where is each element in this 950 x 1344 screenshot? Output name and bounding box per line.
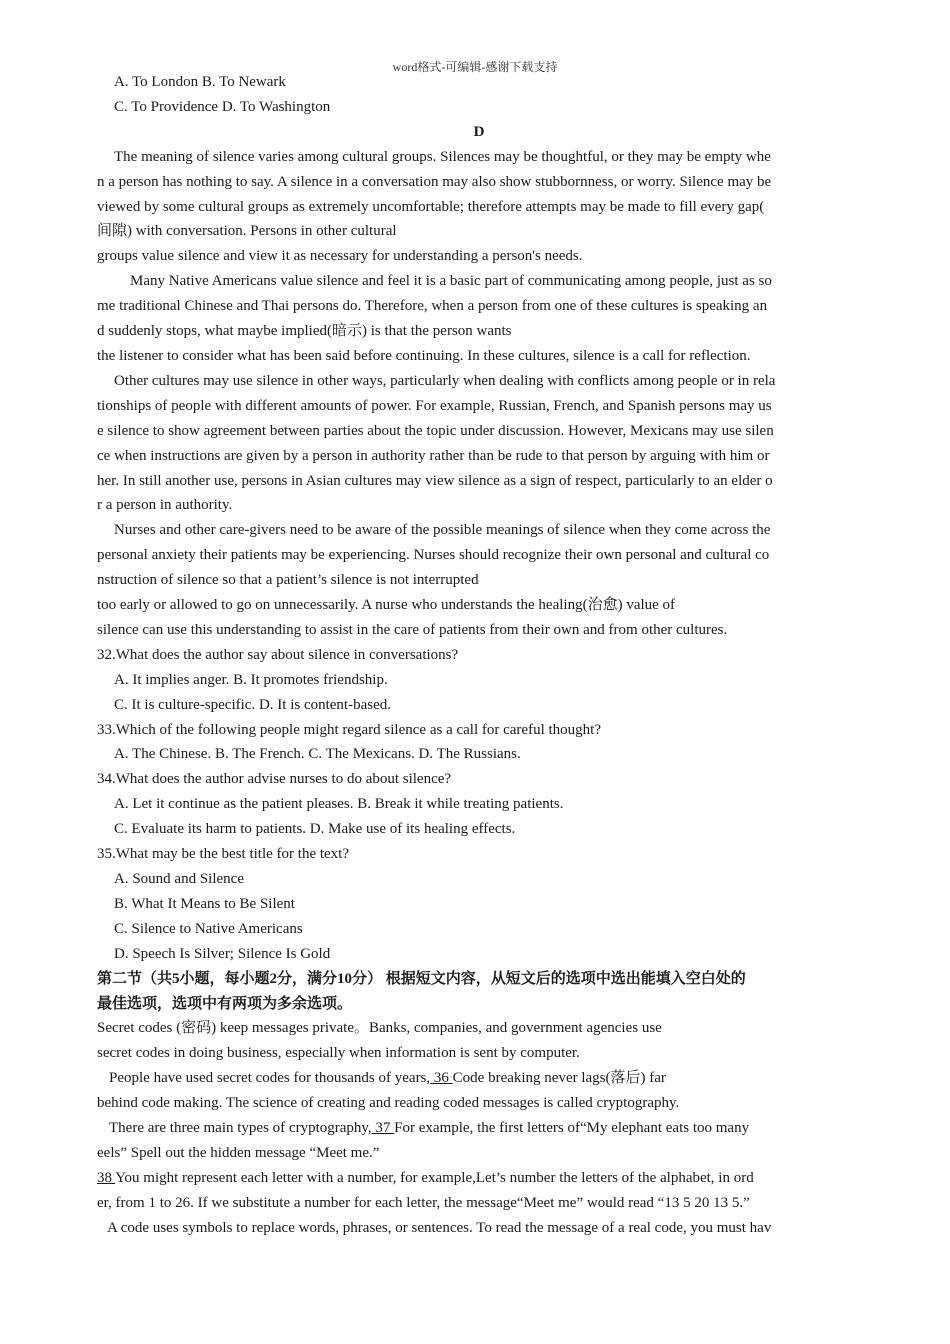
passage-line: too early or allowed to go on unnecessarily. A nurse who understands the healing(治愈) value of [97, 597, 676, 614]
passage-line: e silence to show agreement between parties about the topic under discussion. However, Mexicans may use silen [97, 422, 774, 439]
passage-line: eels” Spell out the hidden message “Meet me.” [97, 1144, 380, 1161]
passage-line: Other cultures may use silence in other ways, particularly when dealing with conflicts among people or in rela [114, 372, 776, 389]
passage-line: tionships of people with different amounts of power. For example, Russian, French, and Spanish persons may us [97, 397, 772, 414]
q34-options-ab: A. Let it continue as the patient pleases. B. Break it while treating patients. [114, 796, 564, 813]
passage-text: There are three main types of cryptography, [109, 1120, 372, 1137]
passage-line: secret codes in doing business, especially when information is sent by computer. [97, 1045, 580, 1062]
passage-line: A code uses symbols to replace words, phrases, or sentences. To read the message of a real code, you must hav [107, 1219, 772, 1236]
passage-line: Many Native Americans value silence and feel it is a basic part of communicating among people, just as so [130, 273, 772, 290]
q35-option-d: D. Speech Is Silver; Silence Is Gold [114, 945, 331, 962]
blank-38: 38 [97, 1169, 116, 1186]
passage-line: the listener to consider what has been said before continuing. In these cultures, silence is a call for reflection. [97, 347, 751, 364]
blank-36: 36 [430, 1070, 453, 1087]
passage-line: behind code making. The science of creating and reading coded messages is called cryptography. [97, 1095, 680, 1112]
passage-line: silence can use this understanding to assist in the care of patients from their own and from other cultures. [97, 621, 728, 638]
passage-line [97, 1066, 861, 1091]
passage-line: me traditional Chinese and Thai persons do. Therefore, when a person from one of these cultures is speaking an [97, 298, 768, 315]
question-34: 34.What does the author advise nurses to do about silence? [97, 771, 452, 788]
section-2-instructions-cont: 最佳选项，选项中有两项为多余选项。 [97, 995, 353, 1012]
blank-37: 37 [371, 1120, 395, 1137]
section-2-instructions: 第二节（共5小题，每小题2分，满分10分） 根据短文内容，从短文后的选项中选出能填入空白处的 [97, 970, 746, 987]
passage-text: Code breaking never lags(落后) far [452, 1070, 666, 1087]
passage-line: Nurses and other care-givers need to be aware of the possible meanings of silence when they come across the [114, 522, 771, 539]
question-33: 33.Which of the following people might regard silence as a call for careful thought? [97, 721, 601, 738]
passage-text: For example, the first letters of“My elephant eats too many [394, 1120, 750, 1137]
passage-text: People have used secret codes for thousands of years, [109, 1070, 431, 1087]
passage-line: Secret codes (密码) keep messages private。Banks, companies, and government agencies use [97, 1020, 662, 1037]
passage-line: r a person in authority. [97, 497, 233, 514]
q32-options-cd: C. It is culture-specific. D. It is content-based. [114, 696, 392, 713]
q35-option-b: B. What It Means to Be Silent [114, 895, 295, 912]
passage-text: You might represent each letter with a number, for example,Let’s number the letters of the alphabet, in ord [115, 1169, 754, 1186]
passage-line [97, 1166, 861, 1191]
passage-line: er, from 1 to 26. If we substitute a number for each letter, the message“Meet me” would read “13 5 20 13 5.” [97, 1194, 750, 1211]
passage-line: The meaning of silence varies among cultural groups. Silences may be thoughtful, or they may be empty whe [114, 148, 771, 165]
question-35: 35.What may be the best title for the text? [97, 846, 349, 863]
passage-line: personal anxiety their patients may be experiencing. Nurses should recognize their own personal and cultural co [97, 547, 770, 564]
passage-line: nstruction of silence so that a patient’s silence is not interrupted [97, 572, 479, 589]
passage-line: her. In still another use, persons in Asian cultures may view silence as a sign of respect, particularly to an elder o [97, 472, 773, 489]
passage-d-title: D [473, 123, 485, 140]
q33-options: A. The Chinese. B. The French. C. The Mexicans. D. The Russians. [114, 746, 521, 763]
passage-line [97, 1116, 861, 1141]
passage-line: groups value silence and view it as necessary for understanding a person's needs. [97, 248, 583, 265]
q32-options-ab: A. It implies anger. B. It promotes friendship. [114, 671, 388, 688]
page-header: word格式-可编辑-感谢下载支持 [392, 60, 558, 74]
passage-line: ce when instructions are given by a person in authority rather than be rude to that person by arguing with him or [97, 447, 770, 464]
passage-line: 间隙) with conversation. Persons in other cultural [97, 223, 397, 240]
question-32: 32.What does the author say about silence in conversations? [97, 646, 459, 663]
q31-options-cd: C. To Providence D. To Washington [114, 98, 331, 115]
q35-option-a: A. Sound and Silence [114, 871, 244, 887]
passage-line: d suddenly stops, what maybe implied(暗示) is that the person wants [97, 323, 512, 340]
passage-line: n a person has nothing to say. A silence in a conversation may also show stubbornness, or worry. Silence may be [97, 173, 772, 190]
passage-line: viewed by some cultural groups as extremely uncomfortable; therefore attempts may be made to fill every gap( [97, 198, 765, 215]
q34-options-cd: C. Evaluate its harm to patients. D. Make use of its healing effects. [114, 821, 516, 838]
document-body [97, 70, 861, 1241]
q35-option-c: C. Silence to Native Americans [114, 920, 303, 937]
q31-options-ab: A. To London B. To Newark [114, 74, 286, 90]
